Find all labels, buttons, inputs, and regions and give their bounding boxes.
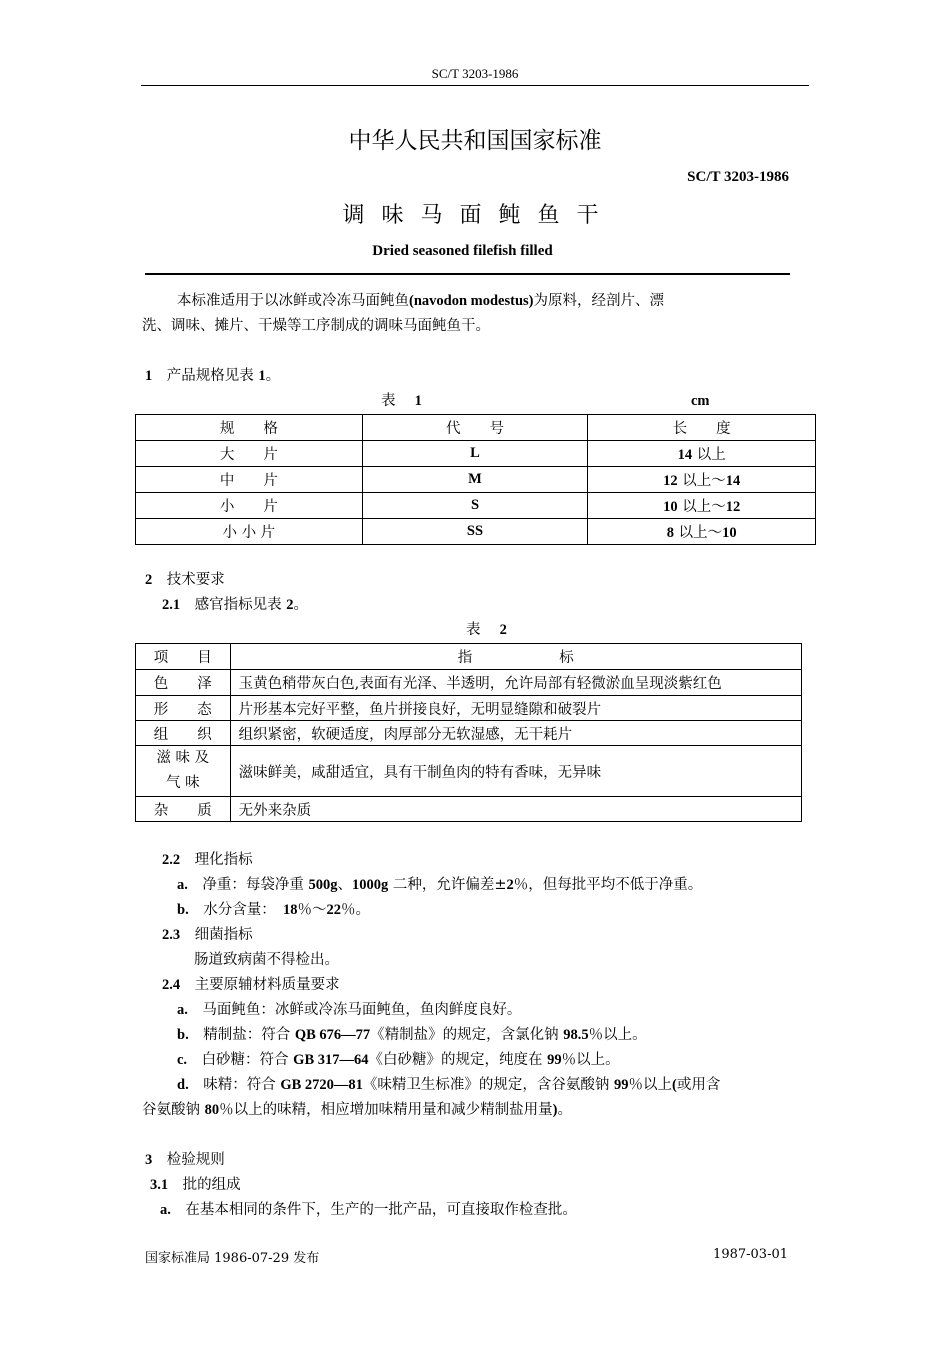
- table-row: [136, 670, 802, 696]
- table-1-unit: cm: [691, 393, 710, 409]
- table-1-header-code: 代 号: [362, 415, 588, 441]
- batch-item-a: a. 在基本相同的条件下，生产的一批产品，可直接取作检查批。: [160, 1202, 577, 1218]
- table-1-caption: 表 1: [381, 393, 422, 409]
- issue-date: 国家标准局 1986-07-29 发布: [145, 1251, 320, 1266]
- item-cell: 滋 味 及 气 味: [136, 746, 231, 797]
- item-cell: 组 织: [136, 721, 231, 746]
- code-cell: SS: [362, 519, 588, 545]
- material-c: c. 白砂糖：符合 GB 317—64《白砂糖》的规定，纯度在 99％以上。: [177, 1052, 620, 1068]
- title-rule: [145, 273, 790, 275]
- table-row: [136, 467, 816, 493]
- spec-cell: 小 小 片: [136, 519, 363, 545]
- header-rule: [141, 85, 809, 86]
- item-cell: 色 泽: [136, 670, 231, 696]
- table-1-header-spec: 规 格: [136, 415, 363, 441]
- table-row: [136, 441, 816, 467]
- table-2-header-item: 项 目: [136, 644, 231, 670]
- section-2-3-heading: 2.3 细菌指标: [162, 927, 253, 943]
- table-row: [136, 519, 816, 545]
- length-cell: 12 以上～14: [588, 467, 816, 493]
- desc-cell: 无外来杂质: [230, 797, 801, 822]
- section-3-1-heading: 3.1 批的组成: [150, 1177, 241, 1193]
- intro-line-2: 洗、调味、摊片、干燥等工序制成的调味马面鲀鱼干。: [142, 318, 490, 334]
- item-cell: 形 态: [136, 696, 231, 721]
- code-cell: S: [362, 493, 588, 519]
- table-2-caption: 表 2: [466, 622, 507, 638]
- effective-date: 1987-03-01: [713, 1247, 788, 1262]
- material-d-cont: 谷氨酸钠 80％以上的味精，相应增加味精用量和减少精制盐用量)。: [142, 1102, 572, 1118]
- table-row: [136, 493, 816, 519]
- desc-cell: 玉黄色稍带灰白色,表面有光泽、半透明，允许局部有轻微淤血呈现淡紫红色: [230, 670, 801, 696]
- table-1: [135, 414, 816, 545]
- table-row: [136, 696, 802, 721]
- section-1-heading: 1 产品规格见表 1。: [145, 368, 281, 384]
- section-2-2-heading: 2.2 理化指标: [162, 852, 253, 868]
- section-2-4-heading: 2.4 主要原辅材料质量要求: [162, 977, 340, 993]
- table-row: [136, 797, 802, 822]
- material-b: b. 精制盐：符合 QB 676—77《精制盐》的规定，含氯化钠 98.5％以上。: [177, 1027, 647, 1043]
- moisture-item: b. 水分含量： 18％～22％。: [177, 902, 370, 918]
- section-2-1-heading: 2.1 感官指标见表 2。: [162, 597, 308, 613]
- running-header: SC/T 3203-1986: [431, 66, 519, 81]
- english-title: Dried seasoned filefish filled: [372, 243, 553, 259]
- standard-number: SC/T 3203-1986: [687, 169, 789, 185]
- document-subtitle: 调味马面鲀鱼干: [342, 203, 616, 228]
- desc-cell: 组织紧密，软硬适度，肉厚部分无软湿感，无干耗片: [230, 721, 801, 746]
- section-2-heading: 2 技术要求: [145, 572, 225, 588]
- table-row: [136, 721, 802, 746]
- document-title: 中华人民共和国国家标准: [348, 128, 602, 154]
- material-a: a. 马面鲀鱼：冰鲜或冷冻马面鲀鱼，鱼肉鲜度良好。: [177, 1002, 522, 1018]
- material-d: d. 味精：符合 GB 2720—81《味精卫生标准》的规定，含谷氨酸钠 99％以上(或用含: [177, 1077, 721, 1093]
- code-cell: L: [362, 441, 588, 467]
- table-2-header-index: 指 标: [230, 644, 801, 670]
- table-2: [135, 643, 802, 822]
- table-row: [136, 746, 802, 797]
- bacteria-body: 肠道致病菌不得检出。: [194, 952, 339, 968]
- table-1-header-length: 长 度: [588, 415, 816, 441]
- spec-cell: 中 片: [136, 467, 363, 493]
- length-cell: 10 以上～12: [588, 493, 816, 519]
- length-cell: 14 以上: [588, 441, 816, 467]
- net-weight-item: a. 净重：每袋净重 500g、1000g 二种，允许偏差±2％，但每批平均不低于净重。: [177, 877, 703, 893]
- spec-cell: 大 片: [136, 441, 363, 467]
- spec-cell: 小 片: [136, 493, 363, 519]
- length-cell: 8 以上～10: [588, 519, 816, 545]
- intro-line-1: 本标准适用于以冰鲜或冷冻马面鲀鱼(navodon modestus)为原料，经剖片、漂: [177, 293, 664, 309]
- item-cell: 杂 质: [136, 797, 231, 822]
- desc-cell: 片形基本完好平整，鱼片拼接良好，无明显缝隙和破裂片: [230, 696, 801, 721]
- desc-cell: 滋味鲜美，咸甜适宜，具有干制鱼肉的特有香味，无异味: [230, 746, 801, 797]
- code-cell: M: [362, 467, 588, 493]
- section-3-heading: 3 检验规则: [145, 1152, 225, 1168]
